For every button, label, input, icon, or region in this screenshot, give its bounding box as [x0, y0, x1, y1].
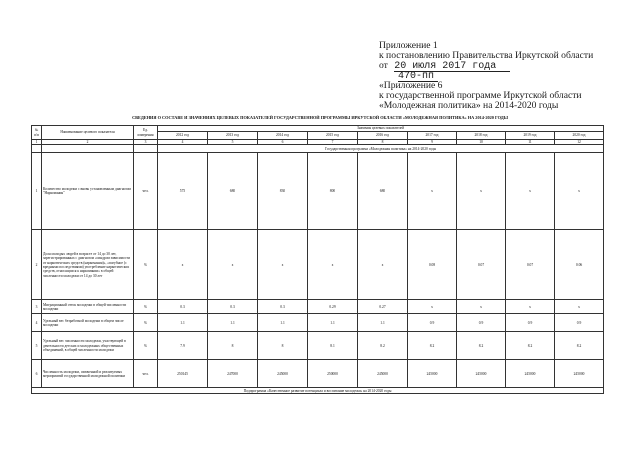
value-cell: x	[408, 153, 457, 230]
value-cell: 7.9	[158, 332, 208, 360]
decree-date: 20 июля 2017 года	[394, 62, 510, 72]
program-title-line: «Молодежная политика» на 2014-2020 годы	[379, 100, 559, 111]
value-cell: 0.29	[308, 300, 358, 314]
value-cell: 245000	[506, 360, 555, 388]
value-cell: 680	[358, 153, 408, 230]
year-header: 2015 год	[308, 132, 358, 140]
value-cell: 1.1	[158, 314, 208, 332]
col-values-header: Значения целевых показателей	[158, 126, 604, 132]
value-cell: 245000	[555, 360, 604, 388]
table-row	[32, 153, 604, 230]
col-number: 4	[158, 140, 208, 145]
indicators-table	[31, 125, 604, 394]
value-cell: 0.07	[506, 230, 555, 300]
unit-cell: %	[134, 332, 158, 360]
col-number: 1	[32, 140, 42, 145]
year-header: 2019 год	[506, 132, 555, 140]
value-cell: x	[408, 300, 457, 314]
col-number: 12	[555, 140, 604, 145]
value-cell: 0.9	[457, 314, 506, 332]
col-number: 11	[506, 140, 555, 145]
document-title: СВЕДЕНИЯ О СОСТАВЕ И ЗНАЧЕНИЯХ ЦЕЛЕВЫХ ПОКАЗАТЕЛЕЙ ГОСУДАРСТВЕННОЙ ПРОГРАММЫ ИРКУТСКОЙ ОБЛАСТИ «МОЛОДЕЖНАЯ ПОЛИТИКА» НА 2014-2020 ГОДЫ	[132, 115, 508, 120]
decree-number: 470-пп	[398, 72, 438, 82]
value-cell: 1.1	[308, 314, 358, 332]
table-row	[32, 230, 604, 300]
indicator-name: Доля молодых людей в возрасте от 14 до 30 лет, зарегистрированных с диагнозом «синдром зависимости от наркотических средств (наркомания)», «пагубное (с вредными последствиями) употребление наркотических средств, относящихся к наркомании» в общей численности молодежи от 14 до 30 лет	[42, 230, 134, 300]
date-prefix: от	[379, 60, 388, 71]
value-cell: x	[506, 153, 555, 230]
row-number: 3	[32, 300, 42, 314]
attachment-line: «Приложение 6	[379, 80, 443, 91]
year-header: 2016 год	[358, 132, 408, 140]
value-cell: 250000	[308, 360, 358, 388]
value-cell: x	[358, 230, 408, 300]
value-cell: 247000	[208, 360, 258, 388]
value-cell: 800	[308, 153, 358, 230]
unit-cell: %	[134, 230, 158, 300]
col-name-header: Наименование целевого показателя	[42, 126, 134, 140]
value-cell: 250145	[158, 360, 208, 388]
col-number: 5	[208, 140, 258, 145]
col-number: 2	[42, 140, 134, 145]
value-cell: 680	[208, 153, 258, 230]
value-cell: 1.1	[258, 314, 308, 332]
row-number: 6	[32, 360, 42, 388]
year-header: 2020 год	[555, 132, 604, 140]
row-number: 1	[32, 153, 42, 230]
program-line: к государственной программе Иркутской области	[379, 90, 582, 101]
value-cell: 8.2	[408, 332, 457, 360]
value-cell: 0.27	[358, 300, 408, 314]
subprogram-title: Подпрограмма «Качественное развитие потенциала и воспитание молодежи» на 2014-2020 годы	[32, 388, 604, 394]
indicator-name: Количество молодежи с вновь установленным диагнозом "Наркомания"	[42, 153, 134, 230]
unit-cell: чел.	[134, 153, 158, 230]
row-number: 2	[32, 230, 42, 300]
value-cell: 8.2	[506, 332, 555, 360]
value-cell: 245000	[457, 360, 506, 388]
table-row	[32, 332, 604, 360]
col-number: 10	[457, 140, 506, 145]
empty-cell	[32, 145, 42, 153]
indicator-name: Миграционный отток молодежи в общей численности молодежи	[42, 300, 134, 314]
value-cell: x	[308, 230, 358, 300]
col-unit-header: Ед. измерения	[134, 126, 158, 140]
value-cell: x	[457, 300, 506, 314]
decree-line: к постановлению Правительства Иркутской области	[379, 50, 594, 61]
col-num-header: № п/п	[32, 126, 42, 140]
value-cell: 0.3	[208, 300, 258, 314]
table-row	[32, 314, 604, 332]
value-cell: 8	[208, 332, 258, 360]
table-row	[32, 300, 604, 314]
value-cell: x	[158, 230, 208, 300]
section-row	[32, 145, 604, 153]
value-cell: 0.3	[158, 300, 208, 314]
appendix-line: Приложение 1	[379, 40, 438, 51]
year-header: 2014 год	[258, 132, 308, 140]
indicator-name: Удельный вес безработной молодежи в общем числе молодежи	[42, 314, 134, 332]
value-cell: 8.2	[457, 332, 506, 360]
value-cell: 0.9	[555, 314, 604, 332]
value-cell: 8.2	[358, 332, 408, 360]
indicator-name: Удельный вес численности молодежи, участвующей в деятельности детских и молодежных общественных объединений, в общей численности молодежи	[42, 332, 134, 360]
value-cell: x	[555, 153, 604, 230]
value-cell: 8	[258, 332, 308, 360]
value-cell: x	[208, 230, 258, 300]
table-row	[32, 360, 604, 388]
value-cell: 830	[258, 153, 308, 230]
col-number: 8	[358, 140, 408, 145]
value-cell: 0.08	[408, 230, 457, 300]
value-cell: 245000	[258, 360, 308, 388]
empty-cell	[42, 145, 134, 153]
empty-cell	[134, 145, 158, 153]
section-title: Государственная программа «Молодежная политика» на 2014-2020 годы	[158, 145, 604, 153]
value-cell: x	[555, 300, 604, 314]
unit-cell: %	[134, 314, 158, 332]
year-header: 2012 год	[158, 132, 208, 140]
value-cell: 0.9	[408, 314, 457, 332]
value-cell: x	[258, 230, 308, 300]
value-cell: 245000	[408, 360, 457, 388]
col-number: 3	[134, 140, 158, 145]
col-number: 7	[308, 140, 358, 145]
col-number: 6	[258, 140, 308, 145]
value-cell: 8.1	[308, 332, 358, 360]
year-header: 2013 год	[208, 132, 258, 140]
col-number: 9	[408, 140, 457, 145]
value-cell: x	[457, 153, 506, 230]
unit-cell: %	[134, 300, 158, 314]
indicator-name: Численность молодежи, охваченной и реализуемых мероприятий государственной молодежной политики	[42, 360, 134, 388]
value-cell: 0.9	[506, 314, 555, 332]
row-number: 5	[32, 332, 42, 360]
value-cell: 245000	[358, 360, 408, 388]
value-cell: 1.1	[358, 314, 408, 332]
value-cell: 1.1	[208, 314, 258, 332]
value-cell: 575	[158, 153, 208, 230]
unit-cell: чел.	[134, 360, 158, 388]
year-header: 2017 год	[408, 132, 457, 140]
row-number: 4	[32, 314, 42, 332]
year-header: 2018 год	[457, 132, 506, 140]
value-cell: 0.3	[258, 300, 308, 314]
value-cell: x	[506, 300, 555, 314]
value-cell: 8.2	[555, 332, 604, 360]
value-cell: 0.06	[555, 230, 604, 300]
subprogram-row	[32, 388, 604, 394]
value-cell: 0.07	[457, 230, 506, 300]
